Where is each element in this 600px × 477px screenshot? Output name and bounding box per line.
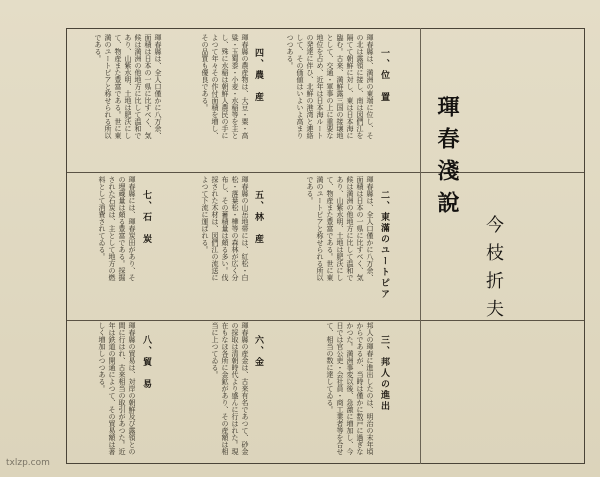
section-heading: 六、金 <box>253 335 263 368</box>
watermark-text: txlzp.com <box>6 458 50 468</box>
section-heading: 七、石 炭 <box>141 190 151 245</box>
section-body: 琿春縣の貿易は、対岸の朝鮮及び露領との間に行はれ、古来相当の取引があつた。近年は鉄道の開通によつて、その貿易額は著しく増加しつつある。 <box>98 322 136 455</box>
article-title: 琿春淺說 <box>434 95 460 223</box>
section-heading: 三、邦人の進出 <box>379 335 389 412</box>
section-heading: 八、貿 易 <box>141 335 151 390</box>
section-body: 琿春縣の山岳地帯には、紅松・白松・落葉松・樺等の森林が広く分布し、その蓄積量は頗る多い。伐採された木材は、図們江の流送によつて下流に運ばれる。 <box>201 176 249 281</box>
section-body: 邦人の琿春に進出したのは、明治の末年頃からであるが、当時は僅かに数戸に過ぎなかつた。満洲事変以後、急激に増加し、今日では官公吏・会社員・商工業者等を合せて、相当の数に達してゐる。 <box>326 322 374 455</box>
article-author: 今枝折夫 <box>483 215 504 327</box>
section-body: 琿春縣は、全人口僅かに八万余、面積は日本の一県に比すべく、気候は満洲の他地方に比して温和であり、山紫水明、土地は肥沃にして、物産また豊富である。世に東満のユートピアと称せられる所以である。 <box>306 176 374 281</box>
section-heading: 一、位 置 <box>379 48 389 103</box>
section-heading: 四、農 産 <box>253 48 263 103</box>
column-band-divider <box>67 320 584 321</box>
section-body: 琿春縣の農産物は、大豆・粟・高粱・玉蜀黍・小麦・水稲等を主とし、殊に水稲は朝鮮人農民の手によつて年々その作付面積を増し、その品質も優良である。 <box>201 34 249 139</box>
section-body-continued: 琿春縣は、全人口僅かに八万余、面積は日本の一県に比すべく、気候は満洲の他地方に比して温和であり、山紫水明、土地は肥沃にして、物産また豊富である。世に東満のユートピアと称せられる所以である。 <box>94 34 162 139</box>
section-heading: 二、東滿のユートピア <box>379 190 389 300</box>
column-band-divider <box>67 172 584 173</box>
section-body: 琿春縣の産金は、古来有名であつて、砂金の採取は清朝時代より盛んに行はれた。現在もなほ各所に金鉱があり、その産額は相当に上つてゐる。 <box>211 322 249 455</box>
section-body: 琿春縣には、琿春炭田があり、その埋蔵量は頗る豊富である。採掘された石炭は、主として地方の燃料として消費されてゐる。 <box>98 176 136 281</box>
section-heading: 五、林 産 <box>253 190 263 245</box>
column-separator <box>420 28 421 464</box>
section-body: 琿春縣は、満洲の東端に位し、その北は露領に接し、南は図們江を隔てて朝鮮に対し、東は日本海に臨む。古来、満鮮露三国の接壌地として、交通・軍事の上に重要な地位を占め、近年は日本海ルートの発達に伴ひ、北鮮の港湾と連絡して、その価値はいよいよ高まりつつある。 <box>286 34 374 139</box>
